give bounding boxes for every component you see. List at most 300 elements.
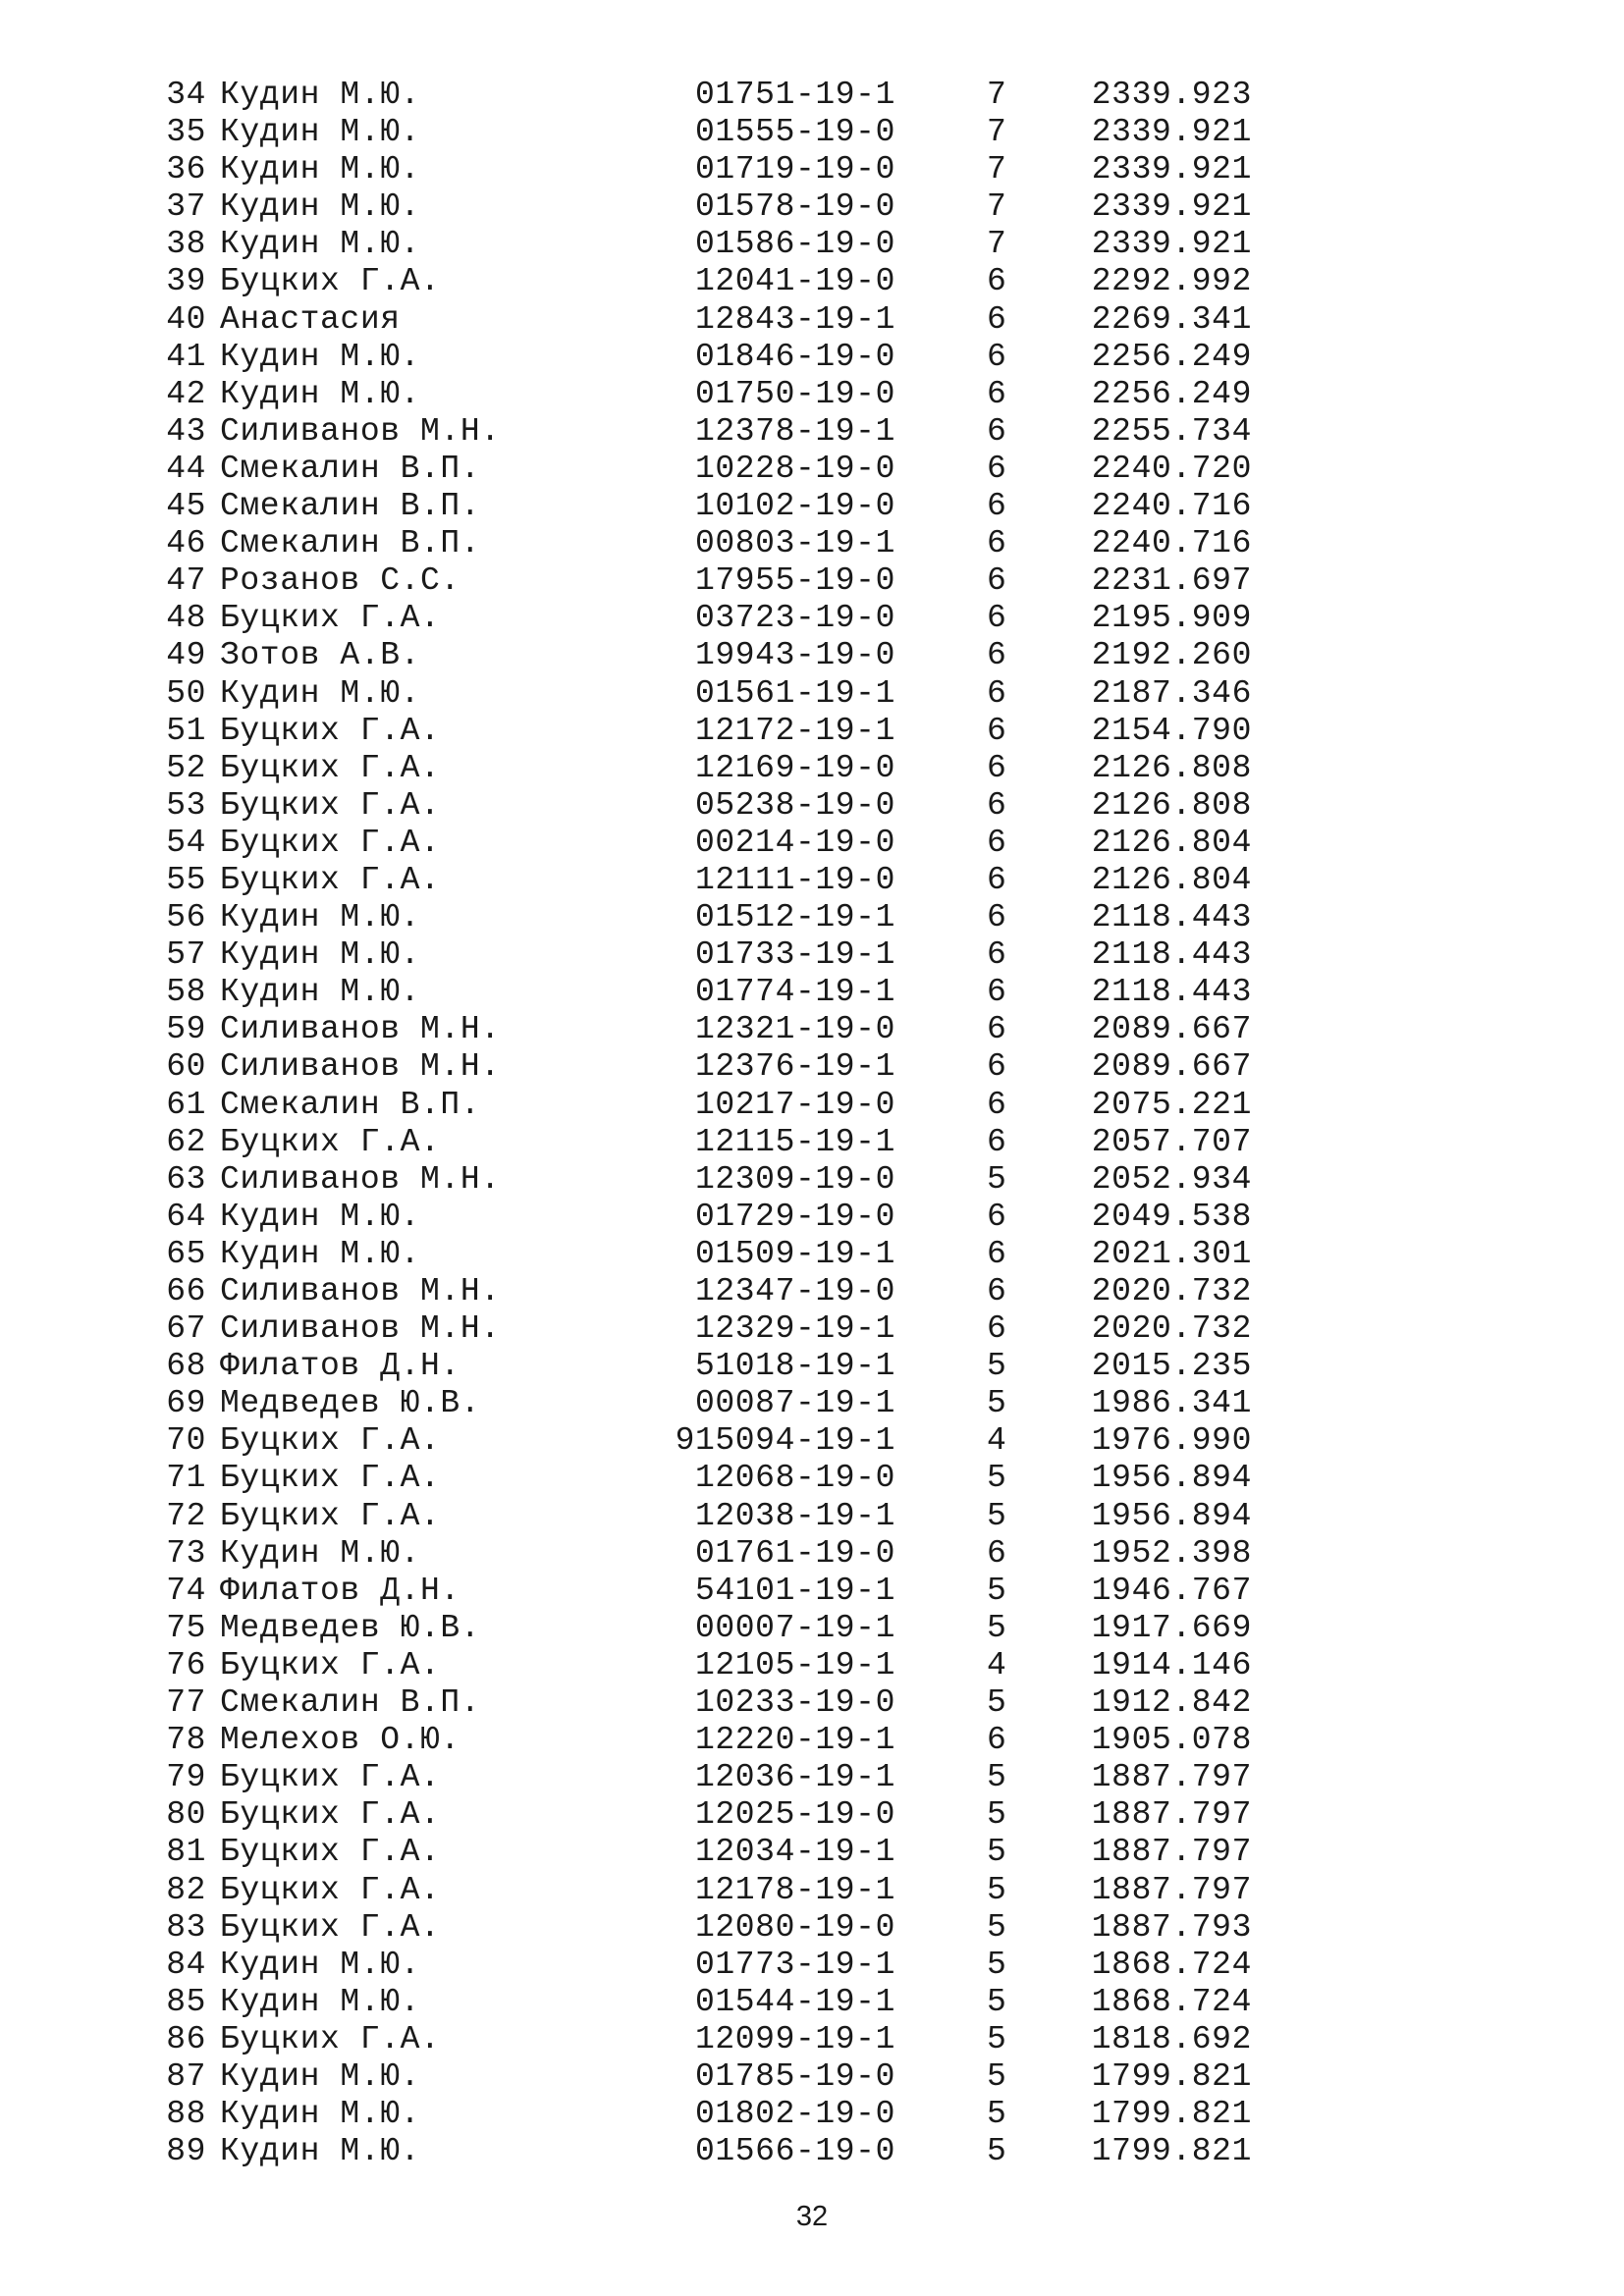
score-value: 2339.921 (1091, 188, 1252, 226)
count-value: 6 (987, 899, 1007, 936)
person-name: Кудин М.Ю. (220, 1235, 421, 1272)
count-value: 5 (987, 1834, 1007, 1871)
score-value: 2339.921 (1091, 151, 1252, 188)
record-code: 12036-19-1 (694, 1759, 895, 1796)
record-code: 12309-19-0 (694, 1160, 895, 1198)
record-code: 01729-19-0 (694, 1198, 895, 1235)
table-row (0, 1236, 1624, 1273)
person-name: Смекалин В.П. (220, 525, 481, 562)
row-number: 62 (166, 1123, 206, 1160)
row-number: 45 (166, 488, 206, 525)
record-code: 12080-19-0 (694, 1908, 895, 1946)
count-value: 6 (987, 1235, 1007, 1272)
count-value: 7 (987, 188, 1007, 226)
record-code: 01578-19-0 (694, 188, 895, 226)
count-value: 5 (987, 1983, 1007, 2020)
score-value: 1917.669 (1091, 1609, 1252, 1646)
row-number: 60 (166, 1048, 206, 1086)
score-value: 2049.538 (1091, 1198, 1252, 1235)
count-value: 6 (987, 936, 1007, 974)
person-name: Буцких Г.А. (220, 1123, 441, 1160)
person-name: Кудин М.Ю. (220, 188, 421, 226)
score-value: 1956.894 (1091, 1460, 1252, 1497)
row-number: 59 (166, 1011, 206, 1048)
record-code: 01555-19-0 (694, 114, 895, 151)
table-row (0, 936, 1624, 974)
score-value: 2020.732 (1091, 1310, 1252, 1348)
table-row (0, 1872, 1624, 1909)
table-row (0, 1684, 1624, 1722)
table-row (0, 451, 1624, 488)
table-row (0, 1722, 1624, 1759)
count-value: 6 (987, 1123, 1007, 1160)
record-code: 01544-19-1 (694, 1983, 895, 2020)
table-row (0, 787, 1624, 825)
table-row (0, 525, 1624, 562)
row-number: 44 (166, 450, 206, 487)
row-number: 74 (166, 1572, 206, 1609)
row-number: 84 (166, 1946, 206, 1983)
table-row (0, 1834, 1624, 1871)
record-code: 12378-19-1 (694, 412, 895, 450)
count-value: 5 (987, 1348, 1007, 1385)
row-number: 47 (166, 562, 206, 600)
row-number: 55 (166, 861, 206, 898)
count-value: 5 (987, 1572, 1007, 1609)
score-value: 2021.301 (1091, 1235, 1252, 1272)
person-name: Кудин М.Ю. (220, 674, 421, 712)
score-value: 2339.921 (1091, 226, 1252, 263)
score-value: 2154.790 (1091, 712, 1252, 749)
count-value: 6 (987, 1048, 1007, 1086)
row-number: 52 (166, 749, 206, 786)
score-value: 1956.894 (1091, 1497, 1252, 1534)
count-value: 5 (987, 2096, 1007, 2133)
count-value: 6 (987, 1722, 1007, 1759)
score-value: 1912.842 (1091, 1684, 1252, 1722)
table-row (0, 1011, 1624, 1048)
person-name: Смекалин В.П. (220, 488, 481, 525)
score-value: 1818.692 (1091, 2020, 1252, 2057)
row-number: 46 (166, 525, 206, 562)
record-code: 12376-19-1 (694, 1048, 895, 1086)
count-value: 6 (987, 1198, 1007, 1235)
record-code: 12321-19-0 (694, 1011, 895, 1048)
record-code: 915094-19-1 (675, 1422, 895, 1460)
count-value: 5 (987, 2057, 1007, 2095)
record-code: 01586-19-0 (694, 226, 895, 263)
count-value: 5 (987, 1385, 1007, 1422)
table-row (0, 301, 1624, 339)
person-name: Буцких Г.А. (220, 1646, 441, 1683)
row-number: 41 (166, 338, 206, 375)
row-number: 50 (166, 674, 206, 712)
score-value: 2240.720 (1091, 450, 1252, 487)
person-name: Кудин М.Ю. (220, 1983, 421, 2020)
row-number: 78 (166, 1722, 206, 1759)
table-row (0, 2133, 1624, 2170)
table-row (0, 562, 1624, 600)
score-value: 2075.221 (1091, 1086, 1252, 1123)
table-row (0, 1610, 1624, 1647)
record-code: 01773-19-1 (694, 1946, 895, 1983)
person-name: Кудин М.Ю. (220, 1198, 421, 1235)
table-row (0, 263, 1624, 300)
row-number: 58 (166, 974, 206, 1011)
person-name: Буцких Г.А. (220, 749, 441, 786)
person-name: Буцких Г.А. (220, 1834, 441, 1871)
table-row (0, 188, 1624, 226)
person-name: Силиванов М.Н. (220, 1048, 501, 1086)
person-name: Анастасия (220, 300, 401, 338)
row-number: 89 (166, 2133, 206, 2170)
person-name: Кудин М.Ю. (220, 77, 421, 113)
score-value: 1952.398 (1091, 1534, 1252, 1572)
record-code: 10228-19-0 (694, 450, 895, 487)
table-row (0, 114, 1624, 151)
record-code: 10102-19-0 (694, 488, 895, 525)
count-value: 5 (987, 1460, 1007, 1497)
person-name: Буцких Г.А. (220, 1460, 441, 1497)
row-number: 64 (166, 1198, 206, 1235)
page-number: 32 (795, 2201, 829, 2232)
table-row (0, 1161, 1624, 1199)
record-code: 01512-19-1 (694, 899, 895, 936)
row-number: 36 (166, 151, 206, 188)
count-value: 6 (987, 974, 1007, 1011)
count-value: 6 (987, 786, 1007, 824)
table-row (0, 1984, 1624, 2021)
record-code: 12111-19-0 (694, 861, 895, 898)
score-value: 1799.821 (1091, 2057, 1252, 2095)
record-code: 00087-19-1 (694, 1385, 895, 1422)
score-value: 2269.341 (1091, 300, 1252, 338)
count-value: 6 (987, 412, 1007, 450)
count-value: 5 (987, 1160, 1007, 1198)
row-number: 56 (166, 899, 206, 936)
record-code: 12034-19-1 (694, 1834, 895, 1871)
score-value: 1868.724 (1091, 1983, 1252, 2020)
record-code: 00803-19-1 (694, 525, 895, 562)
person-name: Буцких Г.А. (220, 1796, 441, 1834)
record-code: 12169-19-0 (694, 749, 895, 786)
row-number: 67 (166, 1310, 206, 1348)
score-value: 2126.808 (1091, 749, 1252, 786)
score-value: 2126.804 (1091, 824, 1252, 861)
record-code: 12115-19-1 (694, 1123, 895, 1160)
row-number: 54 (166, 824, 206, 861)
score-value: 1799.821 (1091, 2096, 1252, 2133)
table-row (0, 600, 1624, 637)
score-value: 1887.797 (1091, 1796, 1252, 1834)
person-name: Силиванов М.Н. (220, 1160, 501, 1198)
row-number: 63 (166, 1160, 206, 1198)
count-value: 7 (987, 226, 1007, 263)
record-code: 12068-19-0 (694, 1460, 895, 1497)
table-row (0, 2058, 1624, 2096)
score-value: 1976.990 (1091, 1422, 1252, 1460)
person-name: Кудин М.Ю. (220, 1534, 421, 1572)
record-code: 01561-19-1 (694, 674, 895, 712)
person-name: Буцких Г.А. (220, 600, 441, 637)
score-value: 2255.734 (1091, 412, 1252, 450)
score-value: 2339.921 (1091, 114, 1252, 151)
score-value: 1887.797 (1091, 1759, 1252, 1796)
score-value: 2256.249 (1091, 375, 1252, 412)
record-code: 01750-19-0 (694, 375, 895, 412)
table-row (0, 1124, 1624, 1161)
table-row (0, 1573, 1624, 1610)
person-name: Кудин М.Ю. (220, 2133, 421, 2170)
score-value: 2089.667 (1091, 1011, 1252, 1048)
record-code: 01774-19-1 (694, 974, 895, 1011)
row-number: 73 (166, 1534, 206, 1572)
person-name: Розанов С.С. (220, 562, 460, 600)
row-number: 70 (166, 1422, 206, 1460)
record-code: 12038-19-1 (694, 1497, 895, 1534)
count-value: 6 (987, 263, 1007, 300)
count-value: 7 (987, 114, 1007, 151)
row-number: 43 (166, 412, 206, 450)
count-value: 6 (987, 375, 1007, 412)
count-value: 5 (987, 1871, 1007, 1908)
row-number: 86 (166, 2020, 206, 2057)
row-number: 40 (166, 300, 206, 338)
record-code: 12329-19-1 (694, 1310, 895, 1348)
row-number: 68 (166, 1348, 206, 1385)
person-name: Зотов А.В. (220, 637, 421, 674)
record-code: 12172-19-1 (694, 712, 895, 749)
person-name: Буцких Г.А. (220, 824, 441, 861)
person-name: Медведев Ю.В. (220, 1609, 481, 1646)
row-number: 87 (166, 2057, 206, 2095)
score-value: 2195.909 (1091, 600, 1252, 637)
record-code: 01802-19-0 (694, 2096, 895, 2133)
row-number: 34 (166, 77, 206, 113)
row-number: 88 (166, 2096, 206, 2133)
row-number: 38 (166, 226, 206, 263)
count-value: 5 (987, 1908, 1007, 1946)
person-name: Буцких Г.А. (220, 1908, 441, 1946)
person-name: Буцких Г.А. (220, 1871, 441, 1908)
person-name: Буцких Г.А. (220, 1759, 441, 1796)
person-name: Филатов Д.Н. (220, 1572, 460, 1609)
record-code: 12099-19-1 (694, 2020, 895, 2057)
person-name: Кудин М.Ю. (220, 1946, 421, 1983)
score-value: 2187.346 (1091, 674, 1252, 712)
count-value: 5 (987, 1759, 1007, 1796)
score-value: 2240.716 (1091, 525, 1252, 562)
row-number: 61 (166, 1086, 206, 1123)
record-code: 12105-19-1 (694, 1646, 895, 1683)
record-code: 00007-19-1 (694, 1609, 895, 1646)
record-code: 01509-19-1 (694, 1235, 895, 1272)
table-row (0, 376, 1624, 413)
table-row (0, 675, 1624, 713)
person-name: Буцких Г.А. (220, 2020, 441, 2057)
score-value: 1914.146 (1091, 1646, 1252, 1683)
person-name: Силиванов М.Н. (220, 1273, 501, 1309)
person-name: Мелехов О.Ю. (220, 1722, 460, 1759)
score-value: 2192.260 (1091, 637, 1252, 674)
table-row (0, 713, 1624, 750)
row-number: 51 (166, 712, 206, 749)
count-value: 5 (987, 1497, 1007, 1534)
table-row (0, 226, 1624, 263)
record-code: 12220-19-1 (694, 1722, 895, 1759)
count-value: 6 (987, 861, 1007, 898)
row-number: 37 (166, 188, 206, 226)
score-value: 2015.235 (1091, 1348, 1252, 1385)
table-row (0, 862, 1624, 899)
table-row (0, 1647, 1624, 1684)
record-code: 01733-19-1 (694, 936, 895, 974)
person-name: Филатов Д.Н. (220, 1348, 460, 1385)
count-value: 6 (987, 450, 1007, 487)
score-value: 1868.724 (1091, 1946, 1252, 1983)
row-number: 85 (166, 1983, 206, 2020)
record-code: 12843-19-1 (694, 300, 895, 338)
record-code: 51018-19-1 (694, 1348, 895, 1385)
score-value: 2057.707 (1091, 1123, 1252, 1160)
row-number: 82 (166, 1871, 206, 1908)
table-row (0, 1048, 1624, 1086)
score-value: 2126.808 (1091, 786, 1252, 824)
table-row (0, 2096, 1624, 2133)
person-name: Силиванов М.Н. (220, 412, 501, 450)
count-value: 6 (987, 637, 1007, 674)
table-row (0, 1422, 1624, 1460)
record-code: 01785-19-0 (694, 2057, 895, 2095)
row-number: 79 (166, 1759, 206, 1796)
person-name: Силиванов М.Н. (220, 1011, 501, 1048)
person-name: Буцких Г.А. (220, 712, 441, 749)
score-value: 2126.804 (1091, 861, 1252, 898)
count-value: 6 (987, 1086, 1007, 1123)
table-row (0, 1348, 1624, 1385)
person-name: Буцких Г.А. (220, 1497, 441, 1534)
row-number: 66 (166, 1273, 206, 1309)
record-code: 19943-19-0 (694, 637, 895, 674)
person-name: Кудин М.Ю. (220, 338, 421, 375)
count-value: 5 (987, 2020, 1007, 2057)
row-number: 48 (166, 600, 206, 637)
count-value: 6 (987, 749, 1007, 786)
row-number: 69 (166, 1385, 206, 1422)
person-name: Кудин М.Ю. (220, 151, 421, 188)
record-code: 01719-19-0 (694, 151, 895, 188)
row-number: 49 (166, 637, 206, 674)
row-number: 76 (166, 1646, 206, 1683)
person-name: Кудин М.Ю. (220, 936, 421, 974)
count-value: 6 (987, 712, 1007, 749)
results-table (0, 77, 1624, 2170)
count-value: 6 (987, 525, 1007, 562)
count-value: 6 (987, 1011, 1007, 1048)
count-value: 6 (987, 1273, 1007, 1309)
record-code: 12041-19-0 (694, 263, 895, 300)
record-code: 10233-19-0 (694, 1684, 895, 1722)
record-code: 12025-19-0 (694, 1796, 895, 1834)
score-value: 2118.443 (1091, 936, 1252, 974)
count-value: 6 (987, 300, 1007, 338)
table-row (0, 1087, 1624, 1124)
count-value: 6 (987, 488, 1007, 525)
table-row (0, 1310, 1624, 1348)
person-name: Медведев Ю.В. (220, 1385, 481, 1422)
table-row (0, 1385, 1624, 1422)
person-name: Буцких Г.А. (220, 1422, 441, 1460)
row-number: 39 (166, 263, 206, 300)
score-value: 1986.341 (1091, 1385, 1252, 1422)
table-row (0, 1199, 1624, 1236)
row-number: 57 (166, 936, 206, 974)
score-value: 2339.923 (1091, 77, 1252, 113)
score-value: 1887.793 (1091, 1908, 1252, 1946)
person-name: Кудин М.Ю. (220, 375, 421, 412)
score-value: 1887.797 (1091, 1834, 1252, 1871)
person-name: Смекалин В.П. (220, 1684, 481, 1722)
table-row (0, 1535, 1624, 1573)
table-row (0, 1947, 1624, 1984)
row-number: 65 (166, 1235, 206, 1272)
person-name: Буцких Г.А. (220, 861, 441, 898)
table-row (0, 1273, 1624, 1310)
record-code: 10217-19-0 (694, 1086, 895, 1123)
row-number: 80 (166, 1796, 206, 1834)
score-value: 2052.934 (1091, 1160, 1252, 1198)
table-row (0, 750, 1624, 787)
score-value: 1946.767 (1091, 1572, 1252, 1609)
row-number: 77 (166, 1684, 206, 1722)
record-code: 05238-19-0 (694, 786, 895, 824)
person-name: Кудин М.Ю. (220, 226, 421, 263)
count-value: 5 (987, 1946, 1007, 1983)
table-row (0, 825, 1624, 862)
table-row (0, 151, 1624, 188)
count-value: 4 (987, 1422, 1007, 1460)
person-name: Буцких Г.А. (220, 786, 441, 824)
count-value: 5 (987, 1684, 1007, 1722)
count-value: 6 (987, 674, 1007, 712)
count-value: 5 (987, 1609, 1007, 1646)
row-number: 53 (166, 786, 206, 824)
score-value: 2292.992 (1091, 263, 1252, 300)
count-value: 5 (987, 1796, 1007, 1834)
table-row (0, 637, 1624, 674)
count-value: 6 (987, 1310, 1007, 1348)
count-value: 6 (987, 1534, 1007, 1572)
row-number: 42 (166, 375, 206, 412)
record-code: 17955-19-0 (694, 562, 895, 600)
count-value: 6 (987, 338, 1007, 375)
table-row (0, 488, 1624, 525)
score-value: 2020.732 (1091, 1273, 1252, 1309)
table-row (0, 1759, 1624, 1796)
person-name: Кудин М.Ю. (220, 2057, 421, 2095)
row-number: 35 (166, 114, 206, 151)
table-row (0, 1796, 1624, 1834)
table-row (0, 77, 1624, 114)
person-name: Кудин М.Ю. (220, 2096, 421, 2133)
person-name: Силиванов М.Н. (220, 1310, 501, 1348)
table-row (0, 339, 1624, 376)
count-value: 4 (987, 1646, 1007, 1683)
record-code: 12178-19-1 (694, 1871, 895, 1908)
record-code: 01761-19-0 (694, 1534, 895, 1572)
record-code: 03723-19-0 (694, 600, 895, 637)
record-code: 00214-19-0 (694, 824, 895, 861)
